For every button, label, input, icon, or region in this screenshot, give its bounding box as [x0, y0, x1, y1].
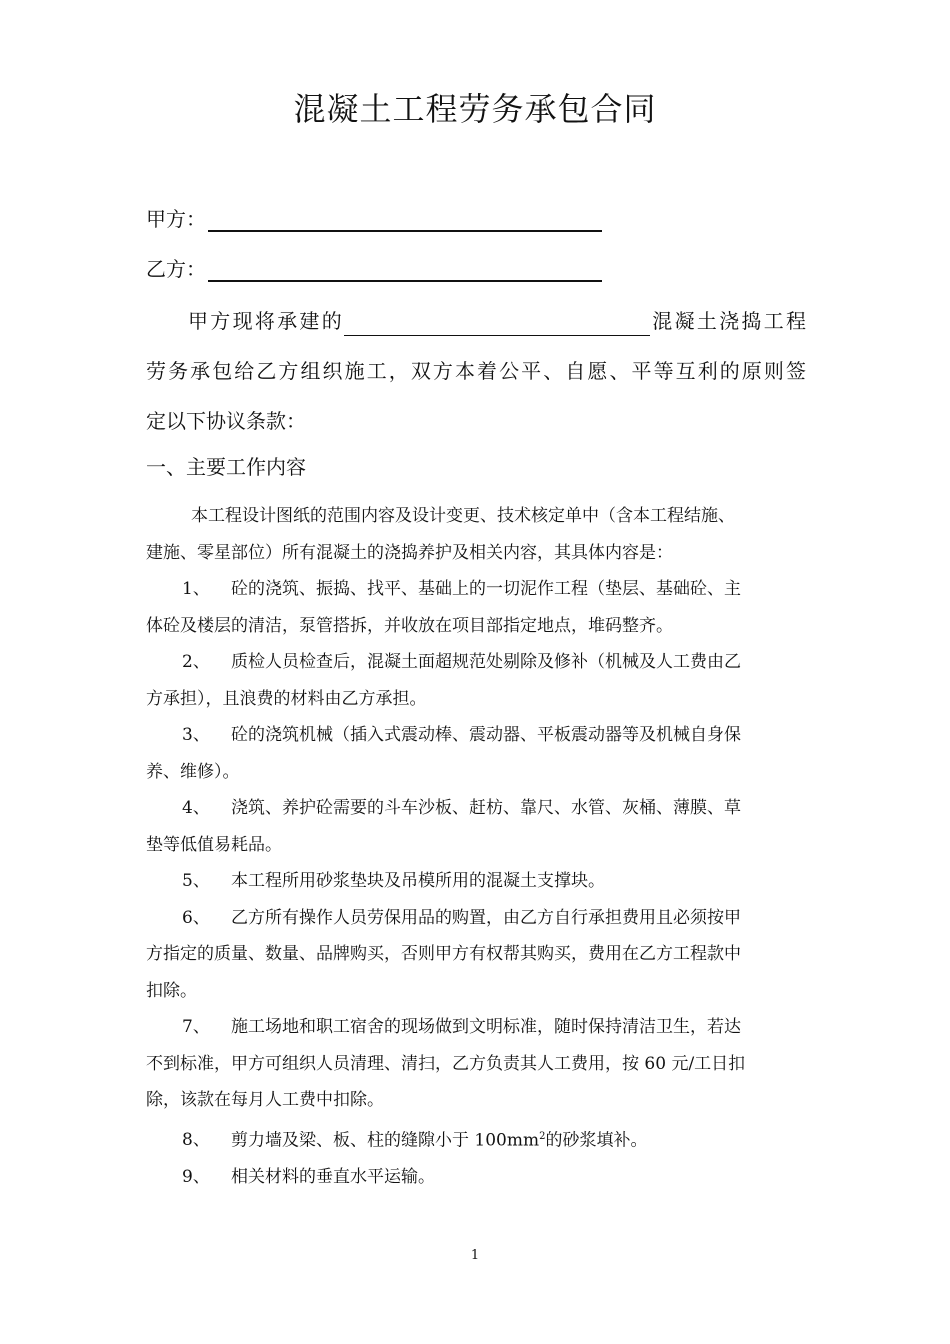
item-text: 相关材料的垂直水平运输。 — [231, 1166, 435, 1187]
list-item — [146, 900, 806, 1010]
description-line-1: 本工程设计图纸的范围内容及设计变更、技术核定单中（含本工程结施、 — [191, 506, 735, 526]
item-text: 浇筑、养护砼需要的斗车沙板、赶枋、靠尺、水管、灰桶、薄膜、草 — [231, 798, 741, 818]
list-item — [146, 717, 806, 790]
list-item — [146, 571, 806, 644]
item-text-continued: 不到标准，甲方可组织人员清理、清扫，乙方负责其人工费用，按 60 元/工日扣 — [146, 1053, 746, 1074]
item-number: 5、 — [182, 871, 210, 891]
party-b-blank-line — [208, 280, 602, 282]
section-1-body — [146, 498, 806, 1195]
document-title: 混凝土工程劳务承包合同 — [293, 90, 657, 128]
item-text-after-exponent: 的砂浆填补。 — [545, 1130, 648, 1151]
section-1-description — [146, 498, 806, 571]
item-number: 8、 — [182, 1130, 210, 1151]
item-text-continued: 体砼及楼层的清洁，泵管搭拆，并收放在项目部指定地点，堆码整齐。 — [146, 615, 673, 636]
intro-text-before-blank: 甲方现将承建的 — [188, 309, 344, 333]
list-item — [146, 790, 806, 863]
item-text: 砼的浇筑、振捣、找平、基础上的一切泥作工程（垫层、基础砼、主 — [231, 579, 741, 599]
list-item — [146, 1159, 806, 1196]
item-text: 砼的浇筑机械（插入式震动棒、震动器、平板震动器等及机械自身保 — [231, 725, 741, 745]
list-item — [146, 644, 806, 717]
item-text-continued: 扣除。 — [146, 980, 197, 1001]
item-text-continued: 垫等低值易耗品。 — [146, 834, 282, 855]
party-b-row — [146, 254, 206, 284]
item-text-continued: 方承担），且浪费的材料由乙方承担。 — [146, 688, 427, 709]
superscript-exponent: 2 — [539, 1130, 546, 1142]
item-number: 7、 — [182, 1017, 210, 1037]
party-a-row — [146, 204, 206, 234]
item-text-continued: 方指定的质量、数量、品牌购买，否则甲方有权帮其购买，费用在乙方工程款中 — [146, 944, 741, 964]
item-number: 6、 — [182, 907, 210, 928]
item-text: 乙方所有操作人员劳保用品的购置，由乙方自行承担费用且必须按甲 — [231, 907, 741, 928]
intro-line-3: 定以下协议条款： — [146, 409, 306, 433]
item-number: 9、 — [182, 1166, 210, 1187]
item-number: 3、 — [182, 725, 210, 745]
intro-line-1 — [146, 296, 806, 346]
item-text: 剪力墙及梁、板、柱的缝隙小于 100mm — [231, 1130, 540, 1151]
intro-text-after-blank: 混凝土浇捣工程 — [650, 309, 806, 333]
list-item — [146, 1119, 806, 1159]
list-item — [146, 1009, 806, 1119]
party-a-blank-line — [208, 230, 602, 232]
intro-line-2: 劳务承包给乙方组织施工，双方本着公平、自愿、平等互利的原则签 — [146, 359, 806, 383]
description-line-2: 建施、零星部位）所有混凝土的浇捣养护及相关内容，其具体内容是： — [146, 542, 673, 563]
page-number: 1 — [470, 1248, 480, 1263]
party-b-label: 乙方： — [146, 257, 206, 281]
item-text: 施工场地和职工宿舍的现场做到文明标准，随时保持清洁卫生，若达 — [231, 1017, 741, 1037]
item-number: 2、 — [182, 652, 210, 672]
item-text-continued: 养、维修）。 — [146, 761, 240, 782]
item-text: 本工程所用砂浆垫块及吊模所用的混凝土支撑块。 — [231, 871, 605, 891]
list-item — [146, 863, 806, 900]
item-text-continued: 除，该款在每月人工费中扣除。 — [146, 1090, 384, 1110]
intro-paragraph — [146, 296, 806, 446]
item-text: 质检人员检查后，混凝土面超规范处剔除及修补（机械及人工费由乙 — [231, 652, 741, 672]
item-number: 1、 — [182, 579, 210, 599]
party-a-label: 甲方： — [146, 207, 206, 231]
item-number: 4、 — [182, 798, 210, 818]
section-1-heading: 一、主要工作内容 — [146, 455, 306, 479]
project-name-blank-line — [344, 309, 650, 336]
